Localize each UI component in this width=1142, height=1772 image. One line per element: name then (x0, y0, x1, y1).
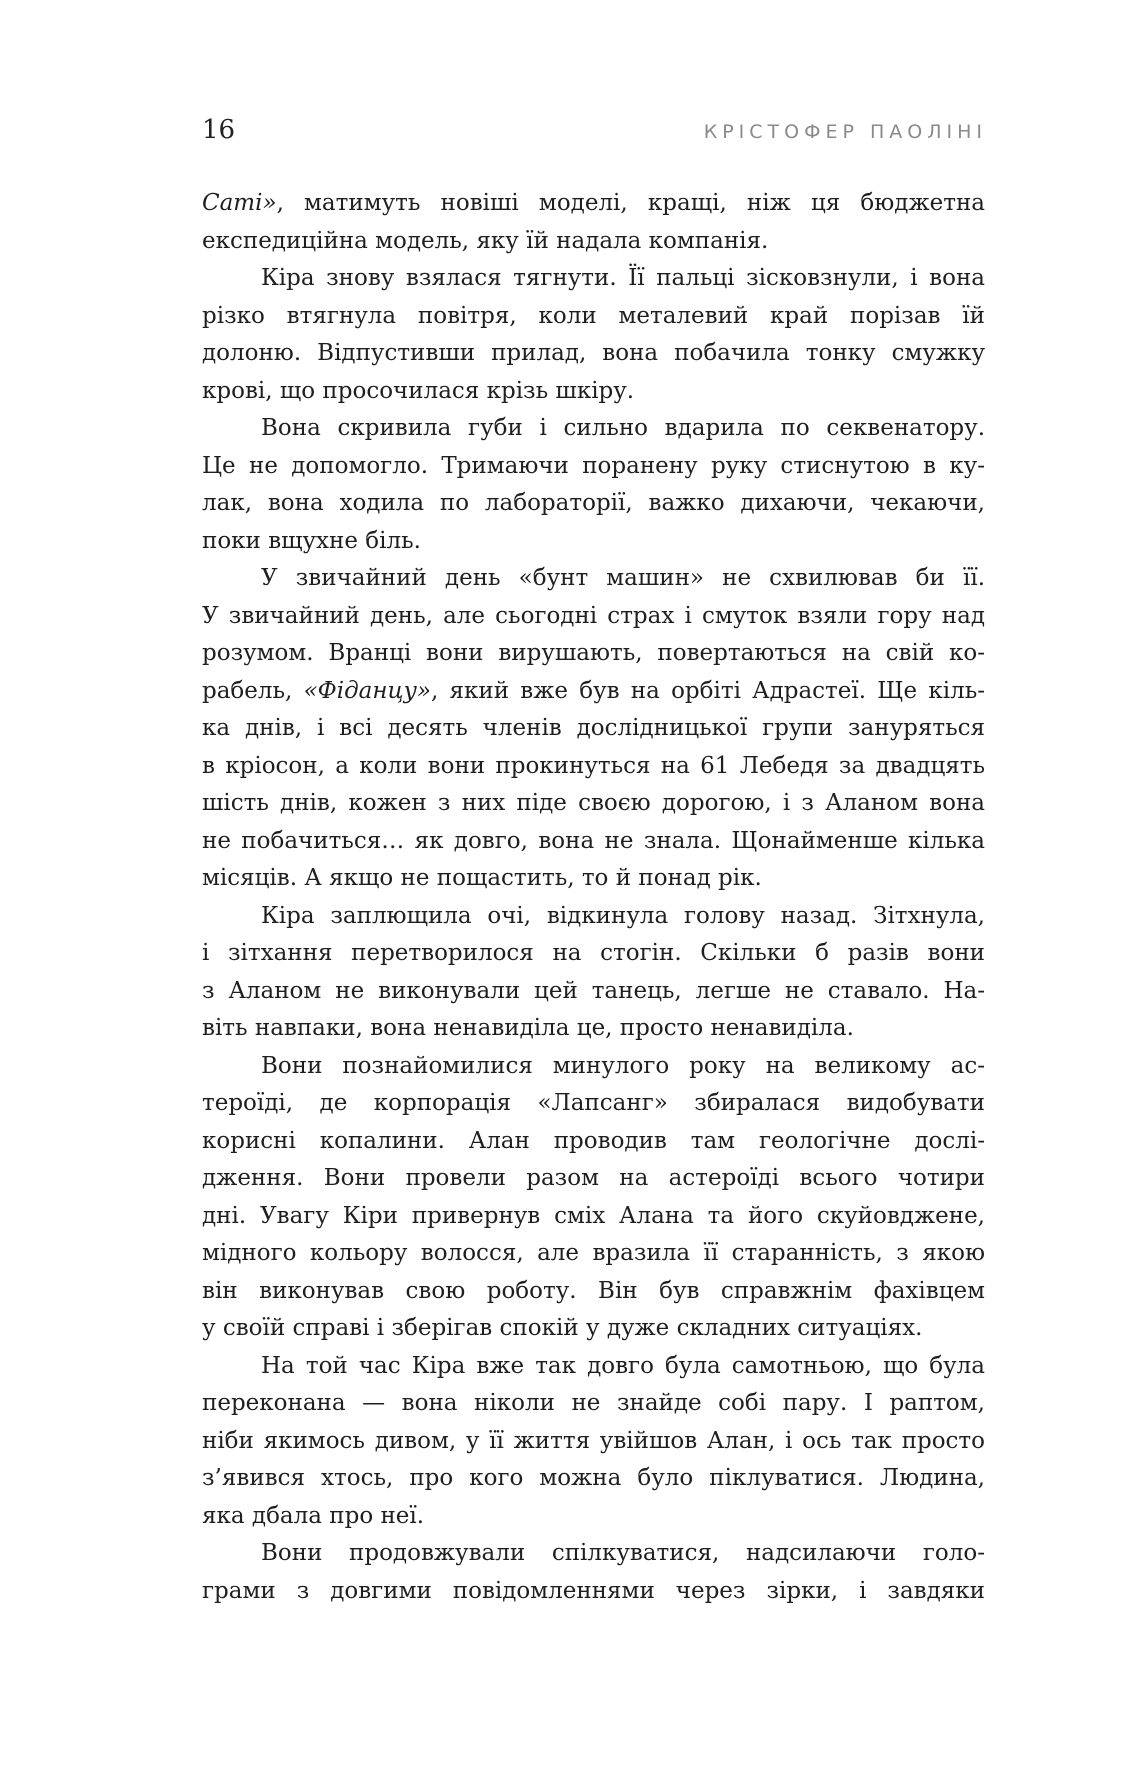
text-segment: У звичайний день, але сьогодні страх і смуток взяли гору над (202, 602, 985, 629)
text-line (202, 860, 985, 898)
body-text (202, 185, 985, 1610)
text-line (202, 1160, 985, 1198)
text-segment: Вони познайомилися минулого року на великому ас- (261, 1052, 985, 1079)
text-line (202, 1048, 985, 1086)
text-segment: різко втягнула повітря, коли металевий край порізав їй (202, 302, 985, 329)
text-line (202, 1198, 985, 1236)
text-line (202, 1423, 985, 1461)
text-line (202, 185, 985, 223)
text-segment: тероїді, де корпорація «Лапсанг» збиралася видобувати (202, 1090, 985, 1116)
text-segment: ка днів, і всі десять членів дослідницької групи зануряться (202, 715, 985, 741)
text-segment: Вона скривила губи і сильно вдарила по секвенатору. (261, 415, 985, 441)
italic-text-segment: Саті» (202, 190, 277, 216)
text-line (202, 1348, 985, 1386)
text-segment: У звичайний день «бунт машин» не схвилював би її. (261, 565, 985, 591)
text-line (202, 673, 985, 711)
text-line (202, 1123, 985, 1161)
text-segment: з’явився хтось, про кого можна було піклуватися. Людина, (202, 1465, 985, 1491)
text-line (202, 1235, 985, 1273)
text-line (202, 260, 985, 298)
text-line (202, 598, 985, 636)
page-number: 16 (202, 115, 236, 145)
text-line (202, 410, 985, 448)
text-segment: в кріосон, а коли вони прокинуться на 61 Лебедя за двадцять (202, 752, 985, 779)
text-segment: дні. Увагу Кіри привернув сміх Алана та його скуйовджене, (202, 1202, 985, 1229)
text-line (202, 1460, 985, 1498)
text-segment: рабель, (202, 677, 304, 704)
text-line (202, 898, 985, 936)
text-line (202, 1010, 985, 1048)
text-segment: , який вже був на орбіті Адрастеї. Ще кіль- (431, 677, 985, 704)
text-line (202, 1573, 985, 1611)
text-segment: з Аланом не виконували цей танець, легше не ставало. На- (202, 977, 985, 1004)
text-line (202, 1085, 985, 1123)
text-line (202, 448, 985, 486)
text-segment: мідного кольору волосся, але вразила її старанність, з якою (202, 1240, 985, 1266)
text-segment: , матимуть новіші моделі, кращі, ніж ця бюджетна (276, 190, 985, 216)
text-segment: у своїй справі і зберігав спокій у дуже складних ситуаціях. (202, 1315, 923, 1341)
text-line (202, 523, 985, 561)
text-segment: На той час Кіра вже так довго була самотньою, що була (261, 1352, 985, 1379)
text-line (202, 335, 985, 373)
text-line (202, 635, 985, 673)
text-segment: місяців. А якщо не пощастить, то й понад рік. (202, 865, 762, 891)
text-line (202, 935, 985, 973)
text-line (202, 223, 985, 261)
text-line (202, 1310, 985, 1348)
text-segment: і зітхання перетворилося на стогін. Скільки б разів вони (202, 940, 985, 966)
text-segment: Вони продовжували спілкуватися, надсилаючи голо- (261, 1540, 985, 1566)
text-line (202, 298, 985, 336)
text-segment: Це не допомогло. Тримаючи поранену руку стиснутою в ку- (202, 452, 985, 479)
text-segment: Кіра знову взялася тягнути. Її пальці зісковзнули, і вона (261, 265, 985, 291)
text-line (202, 560, 985, 598)
text-segment: експедиційна модель, яку їй надала компанія. (202, 227, 769, 254)
italic-text-segment: «Фіданцу» (303, 677, 431, 704)
text-segment: шість днів, кожен з них піде своєю дорогою, і з Аланом вона (202, 790, 985, 816)
text-segment: грами з довгими повідомленнями через зірки, і завдяки (202, 1577, 985, 1604)
text-line (202, 973, 985, 1011)
text-line (202, 485, 985, 523)
text-segment: ніби якимось дивом, у її життя увійшов Алан, і ось так просто (202, 1427, 985, 1454)
text-line (202, 1273, 985, 1311)
text-segment: він виконував свою роботу. Він був справжнім фахівцем (202, 1277, 985, 1304)
text-line (202, 373, 985, 411)
text-line (202, 823, 985, 861)
text-segment: долоню. Відпустивши прилад, вона побачила тонку смужку (202, 340, 985, 366)
text-line (202, 710, 985, 748)
text-line (202, 785, 985, 823)
text-line (202, 748, 985, 786)
text-line (202, 1535, 985, 1573)
text-segment: крові, що просочилася крізь шкіру. (202, 377, 635, 404)
text-segment: лак, вона ходила по лабораторії, важко дихаючи, чекаючи, (202, 490, 985, 516)
text-segment: переконана — вона ніколи не знайде собі пару. І раптом, (202, 1390, 985, 1416)
text-line (202, 1385, 985, 1423)
text-segment: дження. Вони провели разом на астероїді всього чотири (202, 1165, 985, 1191)
text-segment: поки вщухне біль. (202, 527, 421, 554)
text-line (202, 1498, 985, 1536)
text-segment: розумом. Вранці вони вирушають, повертаються на свій ко- (202, 640, 985, 666)
text-segment: не побачиться… як довго, вона не знала. Щонайменше кілька (202, 827, 985, 854)
text-segment: віть навпаки, вона ненавиділа це, просто ненавиділа. (202, 1015, 854, 1041)
running-head-author: КРІСТОФЕР ПАОЛІНІ (703, 121, 987, 143)
page-header (0, 110, 1142, 150)
text-segment: яка дбала про неї. (202, 1502, 425, 1529)
text-segment: Кіра заплющила очі, відкинула голову назад. Зітхнула, (261, 902, 985, 929)
text-segment: корисні копалини. Алан проводив там геологічне дослі- (202, 1127, 985, 1154)
